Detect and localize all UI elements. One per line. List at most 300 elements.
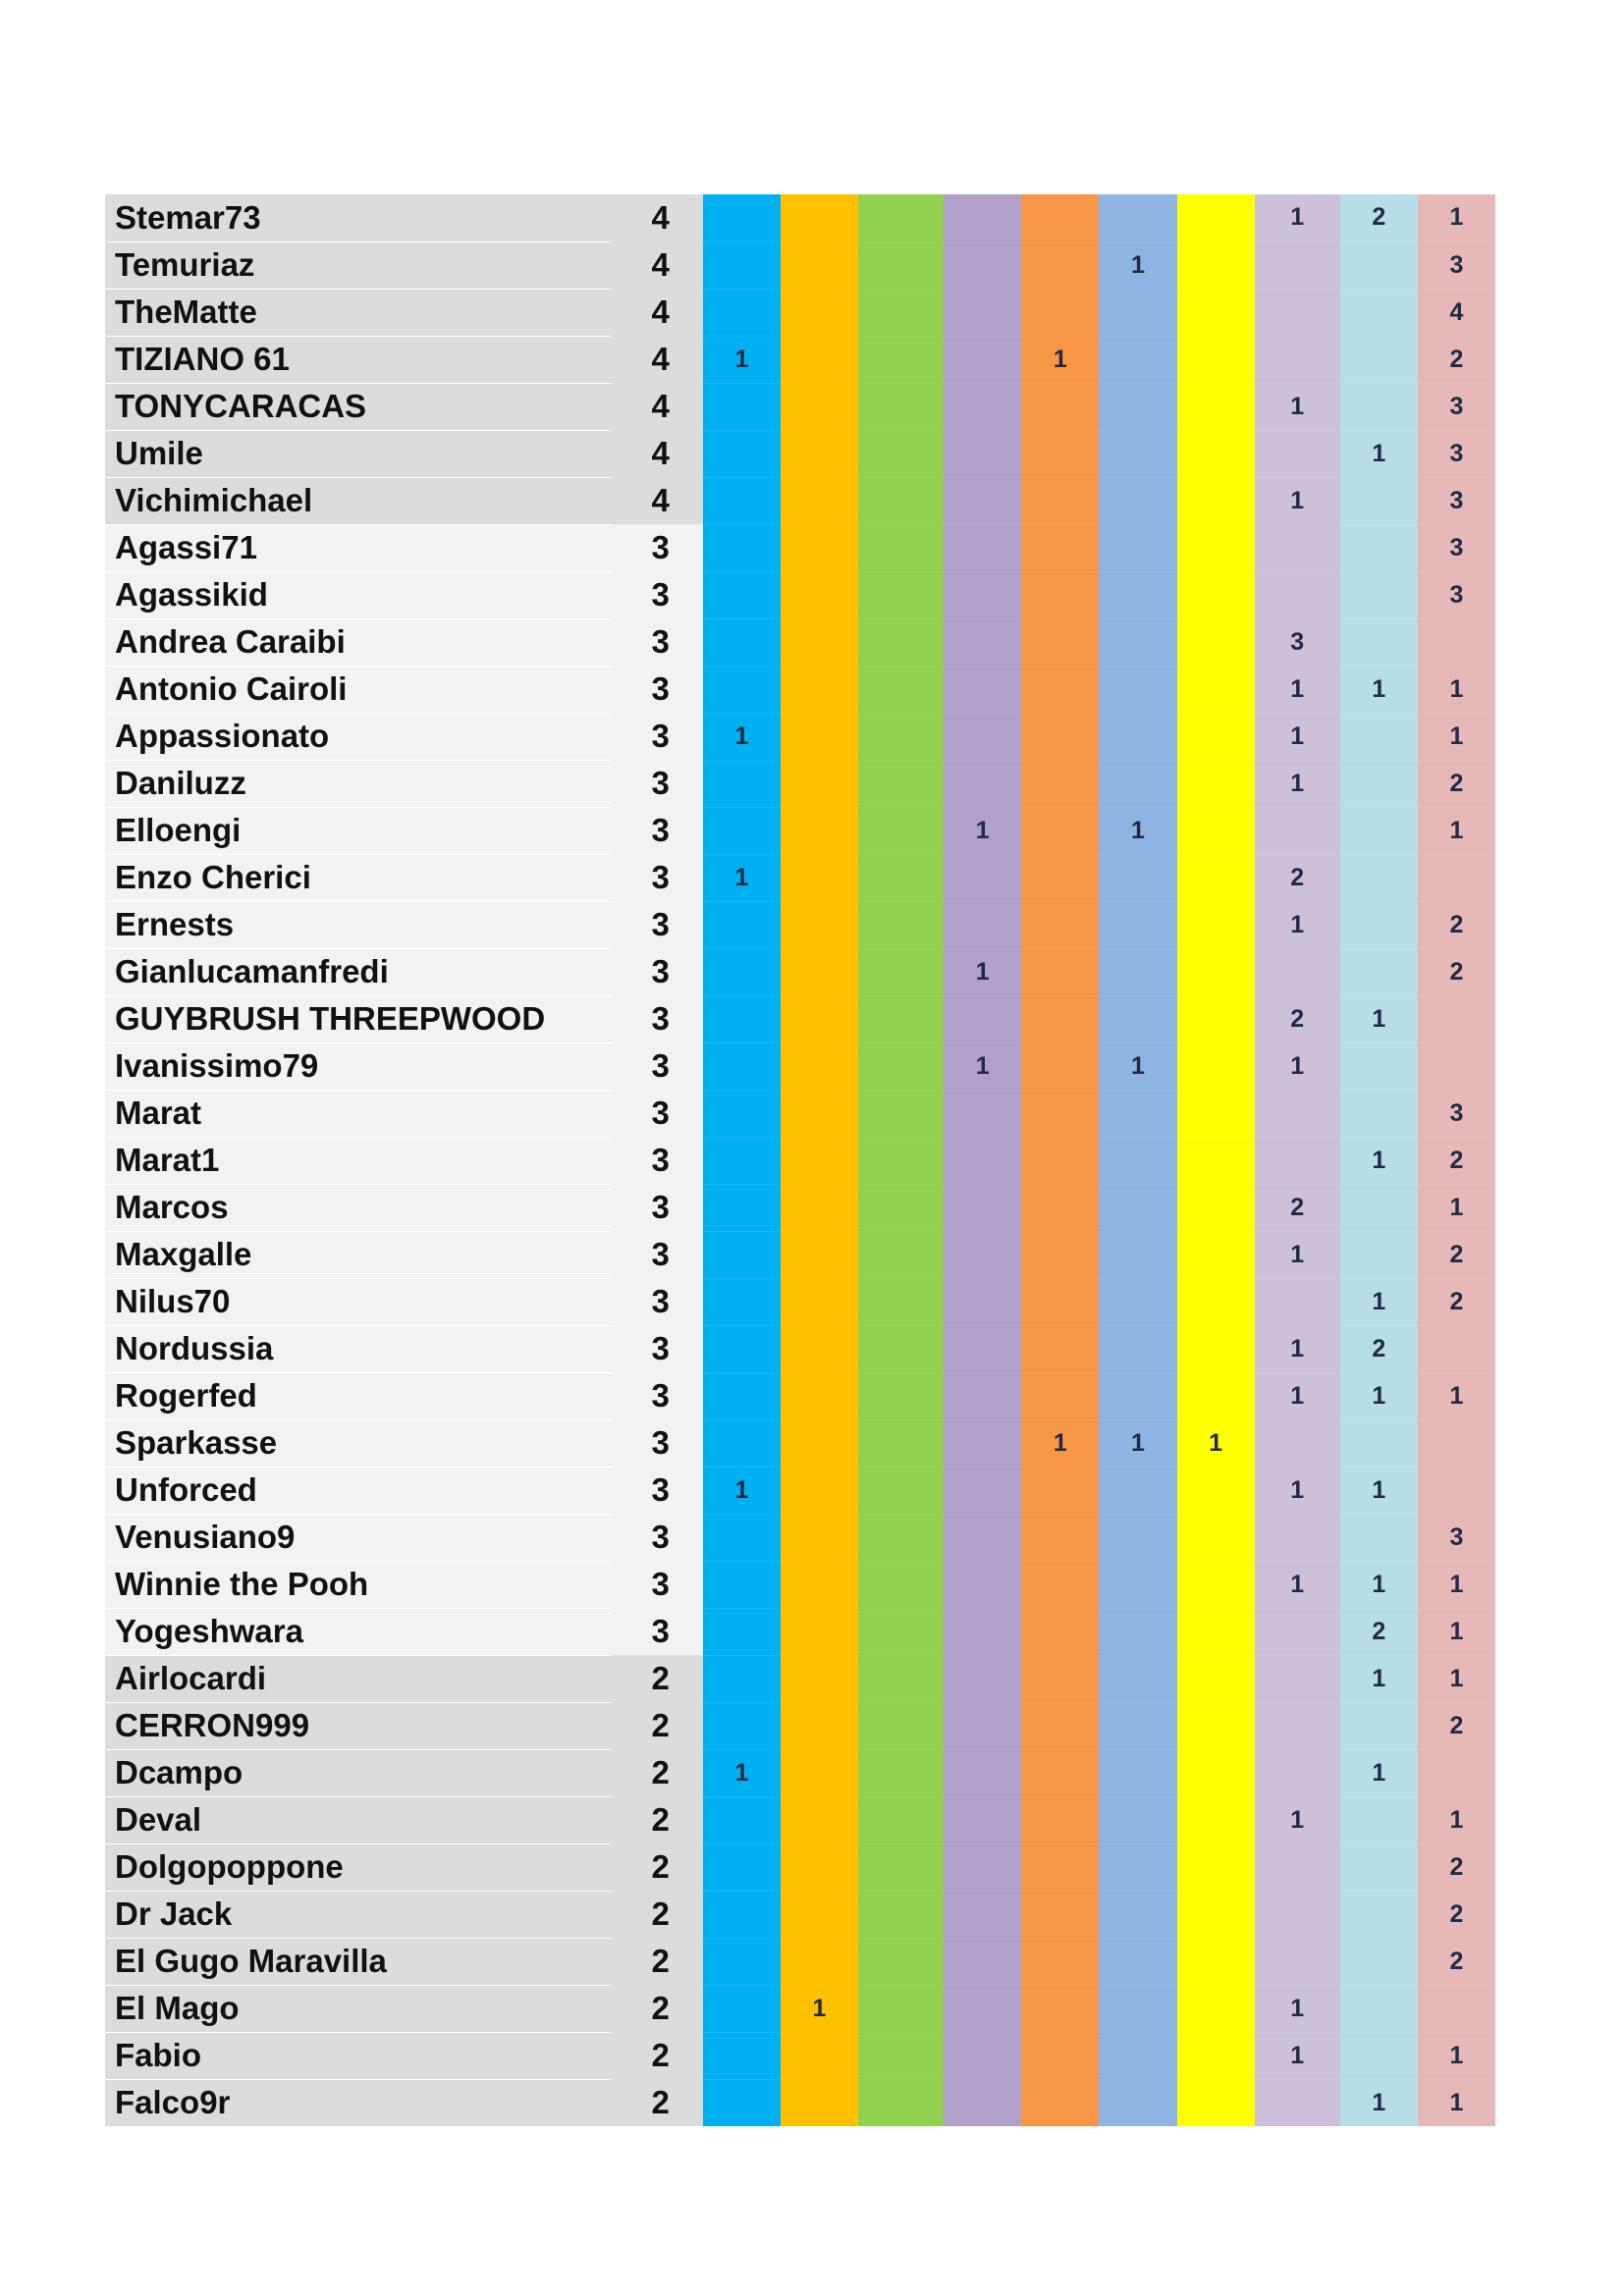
- count-cell-col-8: 1: [1255, 2032, 1340, 2079]
- count-cell-col-4: [944, 1278, 1021, 1325]
- count-cell-col-4: [944, 477, 1021, 524]
- count-cell-col-7: [1177, 1184, 1255, 1231]
- table-row: [105, 1655, 1495, 1702]
- count-cell-col-2: [781, 241, 858, 289]
- count-cell-col-9: [1340, 383, 1418, 430]
- player-name: Rogerfed: [105, 1372, 611, 1419]
- count-cell-col-4: [944, 2032, 1021, 2079]
- count-cell-col-5: [1021, 1325, 1099, 1372]
- count-cell-col-1: [703, 618, 781, 666]
- count-cell-col-5: [1021, 1843, 1099, 1891]
- count-cell-col-9: [1340, 713, 1418, 760]
- count-cell-col-3: [858, 1372, 944, 1419]
- player-total: 3: [611, 1608, 703, 1655]
- count-cell-col-4: [944, 1231, 1021, 1278]
- player-name: TIZIANO 61: [105, 336, 611, 383]
- count-cell-col-2: [781, 1514, 858, 1561]
- count-cell-col-4: [944, 1184, 1021, 1231]
- count-cell-col-3: [858, 383, 944, 430]
- count-cell-col-3: [858, 2032, 944, 2079]
- count-cell-col-1: [703, 1137, 781, 1184]
- count-cell-col-9: 1: [1340, 995, 1418, 1042]
- count-cell-col-10: 2: [1418, 1137, 1495, 1184]
- count-cell-col-8: 1: [1255, 713, 1340, 760]
- count-cell-col-4: [944, 1891, 1021, 1938]
- count-cell-col-10: 2: [1418, 760, 1495, 807]
- count-cell-col-9: [1340, 948, 1418, 995]
- table-row: [105, 1231, 1495, 1278]
- count-cell-col-5: [1021, 1749, 1099, 1796]
- player-total: 4: [611, 336, 703, 383]
- count-cell-col-4: [944, 1561, 1021, 1608]
- player-name: Agassikid: [105, 571, 611, 618]
- count-cell-col-10: [1418, 1749, 1495, 1796]
- count-cell-col-6: [1099, 666, 1176, 713]
- table-row: [105, 1702, 1495, 1749]
- count-cell-col-3: [858, 1231, 944, 1278]
- count-cell-col-9: 1: [1340, 666, 1418, 713]
- count-cell-col-5: [1021, 1137, 1099, 1184]
- count-cell-col-8: [1255, 1702, 1340, 1749]
- count-cell-col-8: [1255, 524, 1340, 571]
- table-row: [105, 1938, 1495, 1985]
- count-cell-col-5: [1021, 2079, 1099, 2126]
- count-cell-col-8: [1255, 1608, 1340, 1655]
- count-cell-col-9: 1: [1340, 1655, 1418, 1702]
- count-cell-col-3: [858, 2079, 944, 2126]
- count-cell-col-2: [781, 1843, 858, 1891]
- count-cell-col-4: [944, 2079, 1021, 2126]
- count-cell-col-3: [858, 807, 944, 854]
- count-cell-col-1: [703, 807, 781, 854]
- player-name: Appassionato: [105, 713, 611, 760]
- count-cell-col-10: 1: [1418, 666, 1495, 713]
- count-cell-col-2: [781, 1184, 858, 1231]
- count-cell-col-2: [781, 1325, 858, 1372]
- standings-table: [105, 194, 1495, 2127]
- count-cell-col-2: [781, 760, 858, 807]
- player-name: Marat1: [105, 1137, 611, 1184]
- table-row: [105, 1419, 1495, 1467]
- count-cell-col-6: [1099, 760, 1176, 807]
- count-cell-col-5: [1021, 289, 1099, 336]
- count-cell-col-10: 1: [1418, 2032, 1495, 2079]
- count-cell-col-10: [1418, 1467, 1495, 1514]
- count-cell-col-9: [1340, 289, 1418, 336]
- table-row: [105, 383, 1495, 430]
- count-cell-col-8: 1: [1255, 901, 1340, 948]
- player-name: Fabio: [105, 2032, 611, 2079]
- count-cell-col-5: [1021, 1702, 1099, 1749]
- table-row: [105, 807, 1495, 854]
- count-cell-col-10: 3: [1418, 241, 1495, 289]
- count-cell-col-3: [858, 760, 944, 807]
- count-cell-col-4: [944, 1090, 1021, 1137]
- count-cell-col-7: [1177, 2032, 1255, 2079]
- count-cell-col-3: [858, 571, 944, 618]
- count-cell-col-4: [944, 1938, 1021, 1985]
- count-cell-col-6: [1099, 1514, 1176, 1561]
- count-cell-col-10: 3: [1418, 430, 1495, 477]
- count-cell-col-1: [703, 2079, 781, 2126]
- count-cell-col-4: 1: [944, 948, 1021, 995]
- count-cell-col-4: [944, 618, 1021, 666]
- count-cell-col-9: [1340, 1514, 1418, 1561]
- player-name: Winnie the Pooh: [105, 1561, 611, 1608]
- count-cell-col-8: 1: [1255, 666, 1340, 713]
- count-cell-col-7: [1177, 1467, 1255, 1514]
- count-cell-col-9: 1: [1340, 2079, 1418, 2126]
- count-cell-col-9: [1340, 1419, 1418, 1467]
- count-cell-col-10: 2: [1418, 1278, 1495, 1325]
- player-total: 2: [611, 1843, 703, 1891]
- count-cell-col-1: [703, 2032, 781, 2079]
- player-name: Dr Jack: [105, 1891, 611, 1938]
- count-cell-col-1: [703, 1655, 781, 1702]
- player-total: 3: [611, 1090, 703, 1137]
- count-cell-col-2: [781, 336, 858, 383]
- count-cell-col-1: [703, 1278, 781, 1325]
- count-cell-col-5: [1021, 1042, 1099, 1090]
- count-cell-col-2: [781, 713, 858, 760]
- count-cell-col-8: 2: [1255, 854, 1340, 901]
- count-cell-col-7: [1177, 1372, 1255, 1419]
- count-cell-col-4: 1: [944, 1042, 1021, 1090]
- count-cell-col-6: [1099, 1278, 1176, 1325]
- count-cell-col-2: [781, 948, 858, 995]
- count-cell-col-2: [781, 524, 858, 571]
- count-cell-col-7: [1177, 430, 1255, 477]
- player-total: 3: [611, 1042, 703, 1090]
- count-cell-col-5: [1021, 1231, 1099, 1278]
- count-cell-col-10: 3: [1418, 571, 1495, 618]
- count-cell-col-8: [1255, 807, 1340, 854]
- count-cell-col-2: [781, 1372, 858, 1419]
- count-cell-col-2: [781, 1090, 858, 1137]
- count-cell-col-9: 2: [1340, 194, 1418, 241]
- count-cell-col-5: [1021, 1372, 1099, 1419]
- player-name: CERRON999: [105, 1702, 611, 1749]
- count-cell-col-7: [1177, 1843, 1255, 1891]
- count-cell-col-5: [1021, 948, 1099, 995]
- count-cell-col-2: [781, 618, 858, 666]
- count-cell-col-1: 1: [703, 1467, 781, 1514]
- count-cell-col-4: [944, 383, 1021, 430]
- player-total: 3: [611, 1561, 703, 1608]
- count-cell-col-2: [781, 1655, 858, 1702]
- count-cell-col-1: [703, 1042, 781, 1090]
- count-cell-col-1: [703, 571, 781, 618]
- table-row: [105, 2079, 1495, 2126]
- count-cell-col-2: [781, 571, 858, 618]
- count-cell-col-1: [703, 1891, 781, 1938]
- count-cell-col-7: [1177, 1137, 1255, 1184]
- count-cell-col-2: [781, 1419, 858, 1467]
- count-cell-col-1: [703, 948, 781, 995]
- player-total: 4: [611, 241, 703, 289]
- count-cell-col-1: 1: [703, 854, 781, 901]
- player-name: Dolgopoppone: [105, 1843, 611, 1891]
- player-total: 3: [611, 760, 703, 807]
- player-total: 4: [611, 289, 703, 336]
- count-cell-col-7: [1177, 666, 1255, 713]
- count-cell-col-10: 2: [1418, 1702, 1495, 1749]
- player-total: 2: [611, 1749, 703, 1796]
- count-cell-col-3: [858, 1325, 944, 1372]
- count-cell-col-4: [944, 289, 1021, 336]
- count-cell-col-8: 1: [1255, 477, 1340, 524]
- count-cell-col-6: [1099, 1561, 1176, 1608]
- player-name: Maxgalle: [105, 1231, 611, 1278]
- player-total: 3: [611, 807, 703, 854]
- table-row: [105, 1090, 1495, 1137]
- count-cell-col-6: [1099, 995, 1176, 1042]
- count-cell-col-6: [1099, 1090, 1176, 1137]
- count-cell-col-9: [1340, 2032, 1418, 2079]
- standings-sheet: [105, 194, 1495, 2127]
- player-total: 4: [611, 430, 703, 477]
- count-cell-col-2: [781, 1608, 858, 1655]
- player-total: 4: [611, 383, 703, 430]
- table-row: [105, 1891, 1495, 1938]
- count-cell-col-8: [1255, 1749, 1340, 1796]
- table-row: [105, 1372, 1495, 1419]
- count-cell-col-3: [858, 430, 944, 477]
- count-cell-col-4: [944, 1796, 1021, 1843]
- count-cell-col-6: 1: [1099, 807, 1176, 854]
- count-cell-col-8: 1: [1255, 1796, 1340, 1843]
- count-cell-col-3: [858, 713, 944, 760]
- count-cell-col-6: [1099, 289, 1176, 336]
- count-cell-col-3: [858, 1749, 944, 1796]
- count-cell-col-6: [1099, 571, 1176, 618]
- count-cell-col-4: [944, 1372, 1021, 1419]
- count-cell-col-6: 1: [1099, 1042, 1176, 1090]
- count-cell-col-3: [858, 948, 944, 995]
- count-cell-col-1: [703, 1514, 781, 1561]
- count-cell-col-8: 1: [1255, 1985, 1340, 2032]
- count-cell-col-6: [1099, 524, 1176, 571]
- count-cell-col-9: [1340, 854, 1418, 901]
- count-cell-col-4: [944, 1749, 1021, 1796]
- count-cell-col-1: [703, 524, 781, 571]
- player-total: 4: [611, 194, 703, 241]
- player-name: Temuriaz: [105, 241, 611, 289]
- table-row: [105, 948, 1495, 995]
- count-cell-col-10: 2: [1418, 1891, 1495, 1938]
- count-cell-col-2: [781, 430, 858, 477]
- count-cell-col-6: [1099, 2032, 1176, 2079]
- player-name: TONYCARACAS: [105, 383, 611, 430]
- player-name: Deval: [105, 1796, 611, 1843]
- table-row: [105, 1184, 1495, 1231]
- count-cell-col-9: 1: [1340, 1561, 1418, 1608]
- count-cell-col-7: [1177, 1655, 1255, 1702]
- count-cell-col-4: [944, 1514, 1021, 1561]
- count-cell-col-2: [781, 477, 858, 524]
- count-cell-col-10: 3: [1418, 477, 1495, 524]
- count-cell-col-5: [1021, 760, 1099, 807]
- count-cell-col-7: [1177, 713, 1255, 760]
- player-name: Agassi71: [105, 524, 611, 571]
- table-row: [105, 713, 1495, 760]
- player-total: 3: [611, 1137, 703, 1184]
- count-cell-col-3: [858, 1090, 944, 1137]
- count-cell-col-1: [703, 1372, 781, 1419]
- count-cell-col-4: [944, 760, 1021, 807]
- player-total: 2: [611, 1796, 703, 1843]
- player-total: 3: [611, 1325, 703, 1372]
- count-cell-col-1: [703, 1702, 781, 1749]
- table-row: [105, 760, 1495, 807]
- count-cell-col-6: [1099, 901, 1176, 948]
- count-cell-col-7: [1177, 760, 1255, 807]
- count-cell-col-6: [1099, 1137, 1176, 1184]
- count-cell-col-6: [1099, 1655, 1176, 1702]
- player-name: Antonio Cairoli: [105, 666, 611, 713]
- table-row: [105, 241, 1495, 289]
- count-cell-col-2: [781, 1042, 858, 1090]
- count-cell-col-1: [703, 1325, 781, 1372]
- count-cell-col-2: [781, 1467, 858, 1514]
- count-cell-col-2: [781, 1278, 858, 1325]
- count-cell-col-10: 3: [1418, 524, 1495, 571]
- count-cell-col-7: [1177, 2079, 1255, 2126]
- count-cell-col-8: 2: [1255, 995, 1340, 1042]
- player-name: Sparkasse: [105, 1419, 611, 1467]
- count-cell-col-3: [858, 1843, 944, 1891]
- count-cell-col-4: [944, 194, 1021, 241]
- count-cell-col-6: [1099, 1891, 1176, 1938]
- count-cell-col-6: [1099, 1843, 1176, 1891]
- count-cell-col-3: [858, 289, 944, 336]
- count-cell-col-8: [1255, 289, 1340, 336]
- count-cell-col-7: [1177, 1985, 1255, 2032]
- player-name: Venusiano9: [105, 1514, 611, 1561]
- count-cell-col-5: [1021, 430, 1099, 477]
- count-cell-col-10: 3: [1418, 1090, 1495, 1137]
- count-cell-col-3: [858, 1985, 944, 2032]
- player-total: 3: [611, 854, 703, 901]
- count-cell-col-8: [1255, 2079, 1340, 2126]
- count-cell-col-9: 1: [1340, 1467, 1418, 1514]
- count-cell-col-5: 1: [1021, 336, 1099, 383]
- count-cell-col-10: 2: [1418, 901, 1495, 948]
- count-cell-col-1: [703, 1796, 781, 1843]
- table-row: [105, 1843, 1495, 1891]
- count-cell-col-1: [703, 666, 781, 713]
- count-cell-col-10: [1418, 618, 1495, 666]
- count-cell-col-3: [858, 194, 944, 241]
- count-cell-col-7: [1177, 807, 1255, 854]
- count-cell-col-8: [1255, 241, 1340, 289]
- count-cell-col-8: [1255, 1938, 1340, 1985]
- count-cell-col-9: [1340, 1891, 1418, 1938]
- player-total: 2: [611, 2032, 703, 2079]
- count-cell-col-4: [944, 1843, 1021, 1891]
- count-cell-col-3: [858, 995, 944, 1042]
- count-cell-col-4: [944, 901, 1021, 948]
- count-cell-col-9: [1340, 901, 1418, 948]
- count-cell-col-7: [1177, 1278, 1255, 1325]
- count-cell-col-7: 1: [1177, 1419, 1255, 1467]
- count-cell-col-4: [944, 430, 1021, 477]
- table-row: [105, 1749, 1495, 1796]
- count-cell-col-2: [781, 1231, 858, 1278]
- count-cell-col-6: [1099, 854, 1176, 901]
- player-name: Marat: [105, 1090, 611, 1137]
- count-cell-col-8: [1255, 1090, 1340, 1137]
- count-cell-col-1: 1: [703, 1749, 781, 1796]
- player-total: 3: [611, 948, 703, 995]
- count-cell-col-6: [1099, 1372, 1176, 1419]
- count-cell-col-3: [858, 618, 944, 666]
- count-cell-col-5: [1021, 1985, 1099, 2032]
- count-cell-col-8: [1255, 1843, 1340, 1891]
- count-cell-col-3: [858, 1796, 944, 1843]
- count-cell-col-3: [858, 854, 944, 901]
- table-row: [105, 477, 1495, 524]
- count-cell-col-1: [703, 1231, 781, 1278]
- count-cell-col-7: [1177, 477, 1255, 524]
- count-cell-col-9: 1: [1340, 1749, 1418, 1796]
- player-total: 3: [611, 618, 703, 666]
- count-cell-col-3: [858, 666, 944, 713]
- player-total: 3: [611, 713, 703, 760]
- count-cell-col-2: [781, 666, 858, 713]
- count-cell-col-9: [1340, 1985, 1418, 2032]
- count-cell-col-7: [1177, 948, 1255, 995]
- count-cell-col-3: [858, 1702, 944, 1749]
- count-cell-col-2: [781, 1796, 858, 1843]
- player-total: 2: [611, 2079, 703, 2126]
- count-cell-col-7: [1177, 901, 1255, 948]
- count-cell-col-8: [1255, 1655, 1340, 1702]
- player-name: Marcos: [105, 1184, 611, 1231]
- count-cell-col-10: 3: [1418, 1514, 1495, 1561]
- count-cell-col-3: [858, 1561, 944, 1608]
- count-cell-col-2: [781, 901, 858, 948]
- table-row: [105, 524, 1495, 571]
- player-total: 3: [611, 1184, 703, 1231]
- count-cell-col-9: [1340, 1090, 1418, 1137]
- count-cell-col-7: [1177, 1231, 1255, 1278]
- count-cell-col-3: [858, 1419, 944, 1467]
- count-cell-col-1: [703, 1184, 781, 1231]
- count-cell-col-10: 1: [1418, 194, 1495, 241]
- count-cell-col-9: 1: [1340, 1278, 1418, 1325]
- count-cell-col-10: 1: [1418, 1561, 1495, 1608]
- player-total: 3: [611, 1278, 703, 1325]
- count-cell-col-6: [1099, 618, 1176, 666]
- count-cell-col-6: [1099, 948, 1176, 995]
- count-cell-col-10: 3: [1418, 383, 1495, 430]
- count-cell-col-6: [1099, 1184, 1176, 1231]
- player-total: 3: [611, 571, 703, 618]
- count-cell-col-8: [1255, 571, 1340, 618]
- player-total: 3: [611, 901, 703, 948]
- count-cell-col-7: [1177, 383, 1255, 430]
- count-cell-col-6: [1099, 430, 1176, 477]
- player-total: 2: [611, 1655, 703, 1702]
- player-name: Elloengi: [105, 807, 611, 854]
- count-cell-col-5: [1021, 666, 1099, 713]
- count-cell-col-6: [1099, 2079, 1176, 2126]
- count-cell-col-7: [1177, 1749, 1255, 1796]
- player-name: GUYBRUSH THREEPWOOD: [105, 995, 611, 1042]
- table-row: [105, 1608, 1495, 1655]
- count-cell-col-8: 1: [1255, 194, 1340, 241]
